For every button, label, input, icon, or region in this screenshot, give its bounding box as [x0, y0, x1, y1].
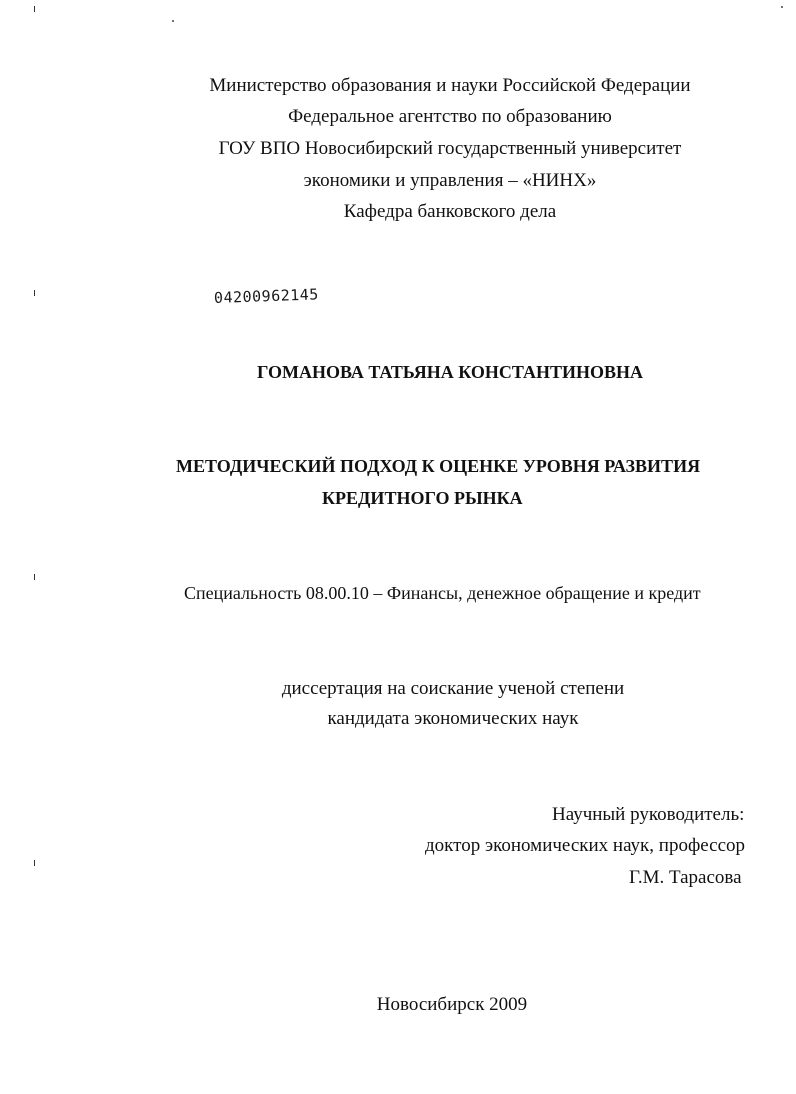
degree-line-2: кандидата экономических наук — [327, 708, 579, 729]
ministry-line: Министерство образования и науки Российской Федерации — [209, 75, 691, 96]
supervisor-rank: доктор экономических наук, профессор — [425, 835, 746, 856]
thesis-title-line-1: МЕТОДИЧЕСКИЙ ПОДХОД К ОЦЕНКЕ УРОВНЯ РАЗВИТИЯ — [176, 456, 701, 476]
supervisor-label: Научный руководитель: — [552, 804, 745, 825]
agency-line: Федеральное агентство по образованию — [288, 106, 612, 127]
degree-line-1: диссертация на соискание ученой степени — [281, 678, 625, 699]
supervisor-name: Г.М. Тарасова — [629, 867, 742, 888]
department-line: Кафедра банковского дела — [343, 201, 557, 222]
thesis-title-line-2: КРЕДИТНОГО РЫНКА — [322, 488, 523, 508]
registration-number: 04200962145 — [213, 285, 320, 307]
university-line: ГОУ ВПО Новосибирский государственный университет — [218, 138, 682, 159]
scan-mark — [34, 860, 35, 866]
place-year: Новосибирск 2009 — [376, 994, 528, 1015]
scan-mark — [34, 290, 35, 296]
scan-mark — [34, 574, 35, 580]
author-name: ГОМАНОВА ТАТЬЯНА КОНСТАНТИНОВНА — [256, 362, 644, 382]
scan-mark — [34, 6, 35, 12]
scan-mark — [172, 20, 174, 22]
scan-mark — [781, 6, 783, 8]
specialty-line: Специальность 08.00.10 – Финансы, денежное обращение и кредит — [184, 583, 701, 603]
university-line-2: экономики и управления – «НИНХ» — [303, 170, 597, 191]
